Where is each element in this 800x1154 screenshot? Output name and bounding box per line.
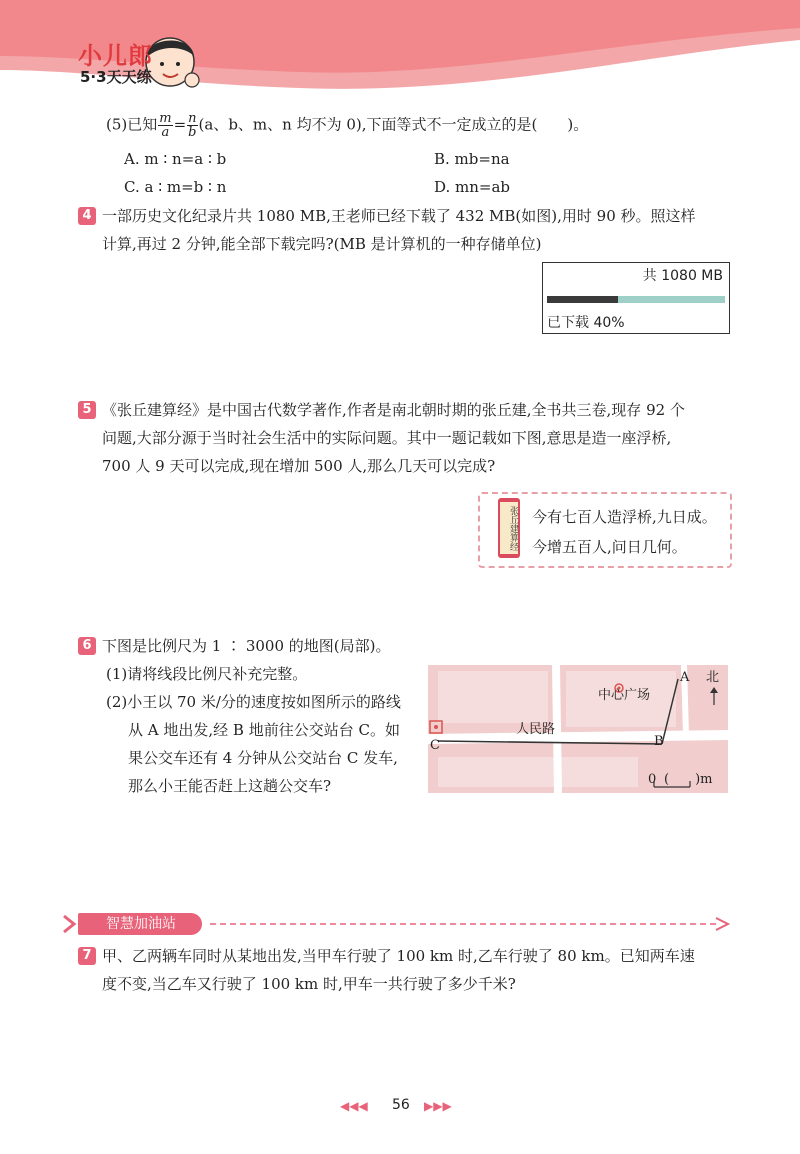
question-number-badge: 4 — [78, 207, 96, 225]
scroll-line-1: 今有七百人造浮桥,九日成。 — [532, 508, 717, 526]
frac2-denominator: b — [188, 125, 197, 140]
fraction-m-over-a — [158, 112, 172, 139]
download-done-label: 已下载 40% — [547, 315, 625, 331]
download-progress-track — [547, 296, 725, 303]
scale-zero-label: 0 — [648, 772, 657, 787]
section-title: 智慧加油站 — [78, 913, 202, 935]
scroll-line-2: 今增五百人,问日几何。 — [532, 538, 687, 556]
q6-part2-line3: 果公交车还有 4 分钟从公交站台 C 发车, — [128, 749, 398, 767]
frac1-numerator: m — [159, 111, 172, 126]
logo-subtitle: 5·3天天练 — [80, 68, 152, 86]
q4-line1: 一部历史文化纪录片共 1080 MB,王老师已经下载了 432 MB(如图),用时 90 秒。照这样 — [102, 207, 696, 225]
q5-sub-suffix: (a、b、m、n 均不为 0),下面等式不一定成立的是( )。 — [198, 115, 589, 134]
frac2-numerator: n — [188, 111, 197, 126]
equals-sign: = — [173, 115, 187, 134]
north-label: 北 — [706, 670, 720, 685]
download-total-label: 共 1080 MB — [642, 268, 723, 284]
q6-intro: 下图是比例尺为 1 ∶ 3000 的地图(局部)。 — [102, 637, 391, 655]
city-map — [428, 665, 728, 793]
q6-part2-line1: (2)小王以 70 米/分的速度按如图所示的路线 — [106, 693, 401, 711]
download-progress-widget — [542, 262, 730, 334]
frac1-denominator: a — [161, 125, 170, 140]
q6-part1: (1)请将线段比例尺补充完整。 — [106, 665, 308, 683]
point-b-label: B — [654, 734, 664, 749]
question-number-badge: 5 — [78, 401, 96, 419]
option-d: D. mn=ab — [434, 178, 511, 196]
q5-line3: 700 人 9 天可以完成,现在增加 500 人,那么几天可以完成? — [102, 457, 496, 475]
plaza-label: 中心广场 — [598, 688, 651, 703]
q6-part2-line4: 那么小王能否赶上这趟公交车? — [128, 777, 332, 795]
ancient-text-scroll — [478, 492, 732, 568]
q5-sub-prefix: (5)已知 — [106, 115, 158, 134]
q4-line2: 计算,再过 2 分钟,能全部下载完吗?(MB 是计算机的一种存储单位) — [102, 235, 542, 253]
scale-blank-label: ( )m — [664, 772, 713, 787]
fraction-n-over-b — [187, 112, 197, 139]
q7-line2: 度不变,当乙车又行驶了 100 km 时,甲车一共行驶了多少千米? — [102, 975, 516, 993]
logo-main: 小儿郎 — [78, 42, 153, 70]
question-number-badge: 7 — [78, 947, 96, 965]
q5-sub-stem — [106, 112, 588, 139]
point-c-label: C — [430, 738, 440, 753]
option-a: A. m ∶ n=a ∶ b — [124, 150, 227, 168]
book-title: 张丘建算经 — [500, 502, 518, 554]
road-label: 人民路 — [516, 722, 556, 737]
right-arrows-icon: ▶▶▶ — [424, 1099, 452, 1113]
option-c: C. a ∶ m=b ∶ n — [124, 178, 227, 196]
option-b: B. mb=na — [434, 150, 510, 168]
q5-line2: 问题,大部分源于当时社会生活中的实际问题。其中一题记载如下图,意思是造一座浮桥, — [102, 429, 672, 447]
q7-line1: 甲、乙两辆车同时从某地出发,当甲车行驶了 100 km 时,乙车行驶了 80 km。已知两车速 — [102, 947, 695, 965]
q6-part2-line2: 从 A 地出发,经 B 地前往公交站台 C。如 — [128, 721, 400, 739]
download-progress-fill — [547, 296, 618, 303]
point-a-label: A — [680, 670, 690, 685]
left-arrows-icon: ◀◀◀ — [340, 1099, 368, 1113]
question-number-badge: 6 — [78, 637, 96, 655]
q5-line1: 《张丘建算经》是中国古代数学著作,作者是南北朝时期的张丘建,全书共三卷,现存 92 个 — [102, 401, 685, 419]
page-number: 56 — [392, 1097, 410, 1113]
